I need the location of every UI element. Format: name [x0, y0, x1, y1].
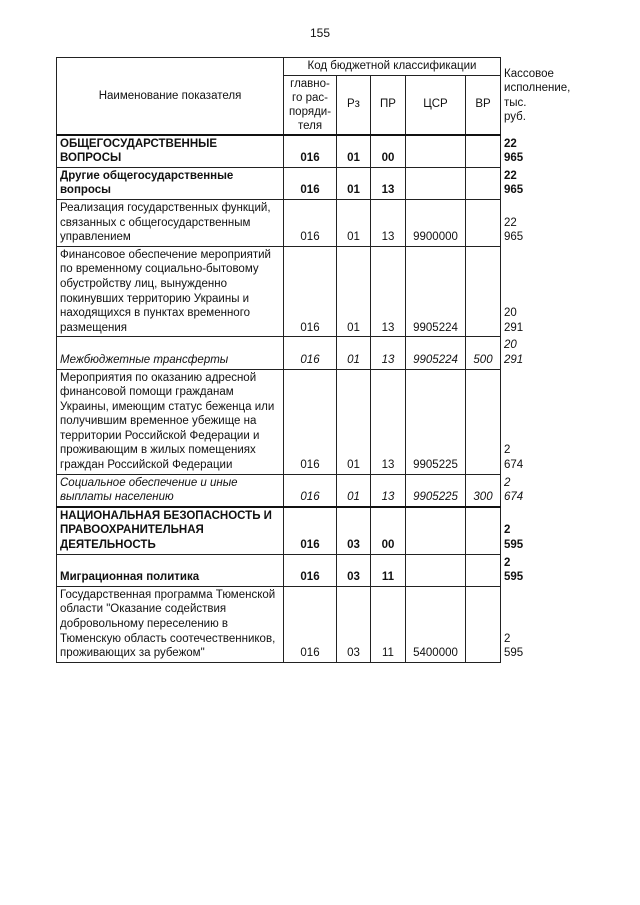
row-glavn: 016: [284, 337, 337, 369]
row-vr: [466, 199, 501, 246]
row-name: Межбюджетные трансферты: [57, 337, 284, 369]
row-csr: 9905224: [406, 246, 466, 337]
header-pr: ПР: [371, 75, 406, 135]
page-number: 155: [309, 26, 331, 40]
row-glavn: 016: [284, 167, 337, 199]
header-rz: Рз: [337, 75, 371, 135]
row-csr: [406, 507, 466, 554]
row-pr: 00: [371, 507, 406, 554]
row-glavn: 016: [284, 554, 337, 586]
row-vr: 300: [466, 474, 501, 507]
row-rz: 01: [337, 167, 371, 199]
row-pr: 13: [371, 246, 406, 337]
row-glavn: 016: [284, 586, 337, 662]
table-row: Социальное обеспечение и иные выплаты населению 016 01 13 9905225 300 2 674: [57, 474, 501, 507]
row-name: Другие общегосударственные вопросы: [57, 167, 284, 199]
table-row: Финансовое обеспечение мероприятий по временному социально-бытовому обустройству лиц, вынужденно покинувших территорию Украины и находящихся в пунктах временного размещения 016 01 13 9905224 20 291: [57, 246, 501, 337]
row-rz: 03: [337, 507, 371, 554]
row-pr: 13: [371, 167, 406, 199]
row-name: Социальное обеспечение и иные выплаты населению: [57, 474, 284, 507]
row-glavn: 016: [284, 199, 337, 246]
row-csr: 9905225: [406, 474, 466, 507]
row-name: Государственная программа Тюменской области "Оказание содействия добровольному переселению в Тюменскую область соотечественников, проживающих за рубежом": [57, 586, 284, 662]
header-vr: ВР: [466, 75, 501, 135]
row-vr: [466, 586, 501, 662]
row-vr: [466, 554, 501, 586]
header-code-group: Код бюджетной классификации: [284, 58, 501, 76]
row-name: Мероприятия по оказанию адресной финансовой помощи гражданам Украины, имеющим статус беженца или получившим временное убежище на территории Российской Федерации и проживающим в жилых помещениях граждан Российской Федерации: [57, 369, 284, 474]
table-row: Другие общегосударственные вопросы 016 01 13 22 965: [57, 167, 501, 199]
table-row: Миграционная политика 016 03 11 2 595: [57, 554, 501, 586]
row-name: Финансовое обеспечение мероприятий по временному социально-бытовому обустройству лиц, вынужденно покинувших территорию Украины и находящихся в пунктах временного размещения: [57, 246, 284, 337]
row-vr: [466, 167, 501, 199]
row-rz: 01: [337, 474, 371, 507]
row-rz: 01: [337, 337, 371, 369]
row-csr: 9900000: [406, 199, 466, 246]
table-row: ОБЩЕГОСУДАРСТВЕННЫЕ ВОПРОСЫ 016 01 00 22 965: [57, 135, 501, 168]
row-rz: 03: [337, 554, 371, 586]
row-pr: 13: [371, 474, 406, 507]
row-pr: 11: [371, 586, 406, 662]
row-csr: 9905224: [406, 337, 466, 369]
row-vr: [466, 135, 501, 168]
row-csr: 5400000: [406, 586, 466, 662]
row-glavn: 016: [284, 246, 337, 337]
row-pr: 13: [371, 199, 406, 246]
row-name: Миграционная политика: [57, 554, 284, 586]
table-row: Государственная программа Тюменской области "Оказание содействия добровольному переселению в Тюменскую область соотечественников, проживающих за рубежом" 016 03 11 5400000 2 595: [57, 586, 501, 662]
row-name: НАЦИОНАЛЬНАЯ БЕЗОПАСНОСТЬ И ПРАВООХРАНИТЕЛЬНАЯ ДЕЯТЕЛЬНОСТЬ: [57, 507, 284, 554]
row-pr: 00: [371, 135, 406, 168]
row-csr: [406, 554, 466, 586]
row-vr: [466, 369, 501, 474]
row-csr: [406, 135, 466, 168]
table-row: НАЦИОНАЛЬНАЯ БЕЗОПАСНОСТЬ И ПРАВООХРАНИТЕЛЬНАЯ ДЕЯТЕЛЬНОСТЬ 016 03 00 2 595: [57, 507, 501, 554]
row-glavn: 016: [284, 507, 337, 554]
row-glavn: 016: [284, 369, 337, 474]
row-rz: 01: [337, 246, 371, 337]
row-vr: 500: [466, 337, 501, 369]
row-vr: [466, 507, 501, 554]
row-rz: 03: [337, 586, 371, 662]
row-csr: 9905225: [406, 369, 466, 474]
budget-table: Наименование показателя Код бюджетной классификации Кассовое исполнение, тыс. руб. главно-го рас-поряди-теля Рз ПР ЦСР ВР ОБЩЕГОСУДАРСТВЕННЫЕ ВОПРОСЫ 016 01 00 22 965 Другие общегосударственные вопросы 016 01 13 22 965 Реализация государственных функций, связанных с общегосударственным управлением 016 01 13 9900000 22 965 Финансовое обеспечение мероприятий по временному социально-бытовому обустройству лиц, вынужденно покинувших территорию Украины и находящихся в пунктах временного размещения 016 01 13 9905224 20 291 Межбюджетные трансферты 016 01 13 9905224 500 20 291 Мероприятия по оказанию адресной финансовой помощи гражданам Украины, имеющим статус беженца или получившим временное убежище на территории Российской Федерации и проживающим в жилых помещениях граждан Российской Федерации 016 01 13 9905225 2 674 Социальное обеспечение и иные выплаты населению 016 01 13 9905225 300 2 674 НАЦИОНАЛЬНАЯ БЕЗОПАСНОСТЬ И ПРАВООХРАНИТЕЛЬНАЯ ДЕЯТЕЛЬНОСТЬ 016 03 00 2 595 Миграционная политика 016 03 11 2 595 Государственная программа Тюменской области "Оказание содействия добровольному переселению в Тюменскую область соотечественников, проживающих за рубежом" 016 03 11 5400000 2 595: [56, 57, 501, 663]
row-glavn: 016: [284, 135, 337, 168]
row-name: ОБЩЕГОСУДАРСТВЕННЫЕ ВОПРОСЫ: [57, 135, 284, 168]
row-glavn: 016: [284, 474, 337, 507]
table-row: Реализация государственных функций, связанных с общегосударственным управлением 016 01 13 9900000 22 965: [57, 199, 501, 246]
header-name: Наименование показателя: [57, 58, 284, 135]
row-csr: [406, 167, 466, 199]
row-pr: 13: [371, 369, 406, 474]
row-rz: 01: [337, 199, 371, 246]
table-row: Мероприятия по оказанию адресной финансовой помощи гражданам Украины, имеющим статус беженца или получившим временное убежище на территории Российской Федерации и проживающим в жилых помещениях граждан Российской Федерации 016 01 13 9905225 2 674: [57, 369, 501, 474]
table-row: Межбюджетные трансферты 016 01 13 9905224 500 20 291: [57, 337, 501, 369]
row-pr: 11: [371, 554, 406, 586]
row-rz: 01: [337, 135, 371, 168]
header-csr: ЦСР: [406, 75, 466, 135]
row-pr: 13: [371, 337, 406, 369]
header-glavnogo: главно-го рас-поряди-теля: [284, 75, 337, 135]
row-name: Реализация государственных функций, связанных с общегосударственным управлением: [57, 199, 284, 246]
row-rz: 01: [337, 369, 371, 474]
row-vr: [466, 246, 501, 337]
